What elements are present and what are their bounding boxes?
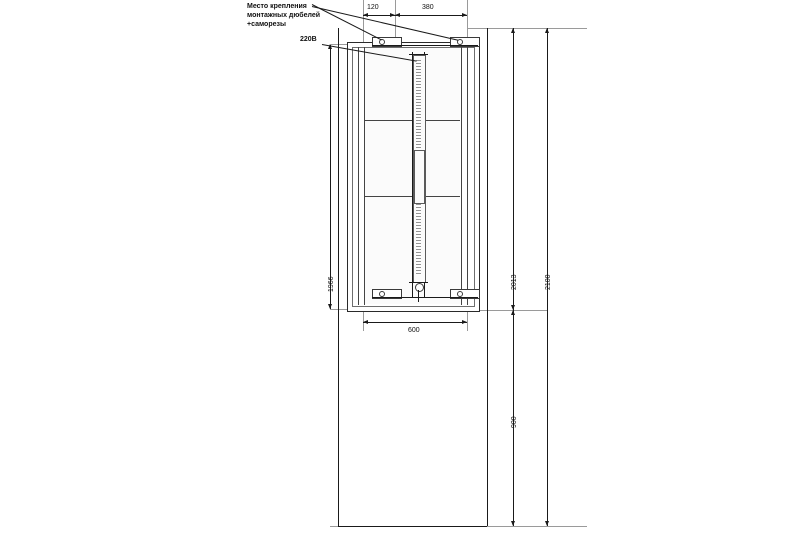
dim-arrow-900-top [511,310,515,315]
dim-arrow-380-right [462,13,467,17]
dim-line-2013 [513,28,514,310]
lamp-socket-block [414,150,425,204]
dim-label-1966: 1966 [328,276,335,292]
lamp-cable-drop [418,290,419,302]
cabinet-bottom-rail [372,297,478,298]
annotation-mount-note-line-1: Место крепления [247,3,307,10]
dim-label-600: 600 [408,327,420,334]
dim-ext-600-right [467,309,468,331]
annotation-mount-note-line-3: +саморезы [247,20,286,28]
dim-arrow-2100-bottom [545,521,549,526]
dim-label-2013: 2013 [511,274,518,290]
dim-label-380: 380 [422,4,434,11]
dim-arrow-900-bottom [511,521,515,526]
annotation-mount-note-line-2: монтажных дюбелей [247,11,321,19]
cabinet-right-wall-line [467,47,468,305]
lamp-bottom-fixing [415,283,424,292]
floor-line [338,526,487,527]
annotation-power-note: 220В [300,36,317,43]
dim-ext-line-120-left [363,0,364,44]
dim-arrow-120-left [363,13,368,17]
dim-arrow-380-left [395,13,400,17]
dim-line-380 [395,15,467,16]
lamp-top-cap [409,54,428,55]
cabinet-top-rail [372,45,478,46]
annotation-mount-note [247,3,320,29]
dim-label-120: 120 [367,4,379,11]
dim-label-2100: 2100 [545,274,552,290]
wall-line-right [487,28,488,526]
wall-line-left [338,28,339,526]
cabinet-right-door-edge [461,47,462,305]
dim-line-1966 [330,44,331,309]
dim-label-900: 900 [511,416,518,428]
dim-arrow-600-left [363,320,368,324]
dim-line-600 [363,322,467,323]
dim-ext-top-right [467,28,587,29]
leader-line-mount-top-right [312,6,458,41]
dim-arrow-2013-top [511,28,515,33]
dim-arrow-600-right [462,320,467,324]
cabinet-left-wall-line [358,47,359,305]
dim-arrow-2100-top [545,28,549,33]
